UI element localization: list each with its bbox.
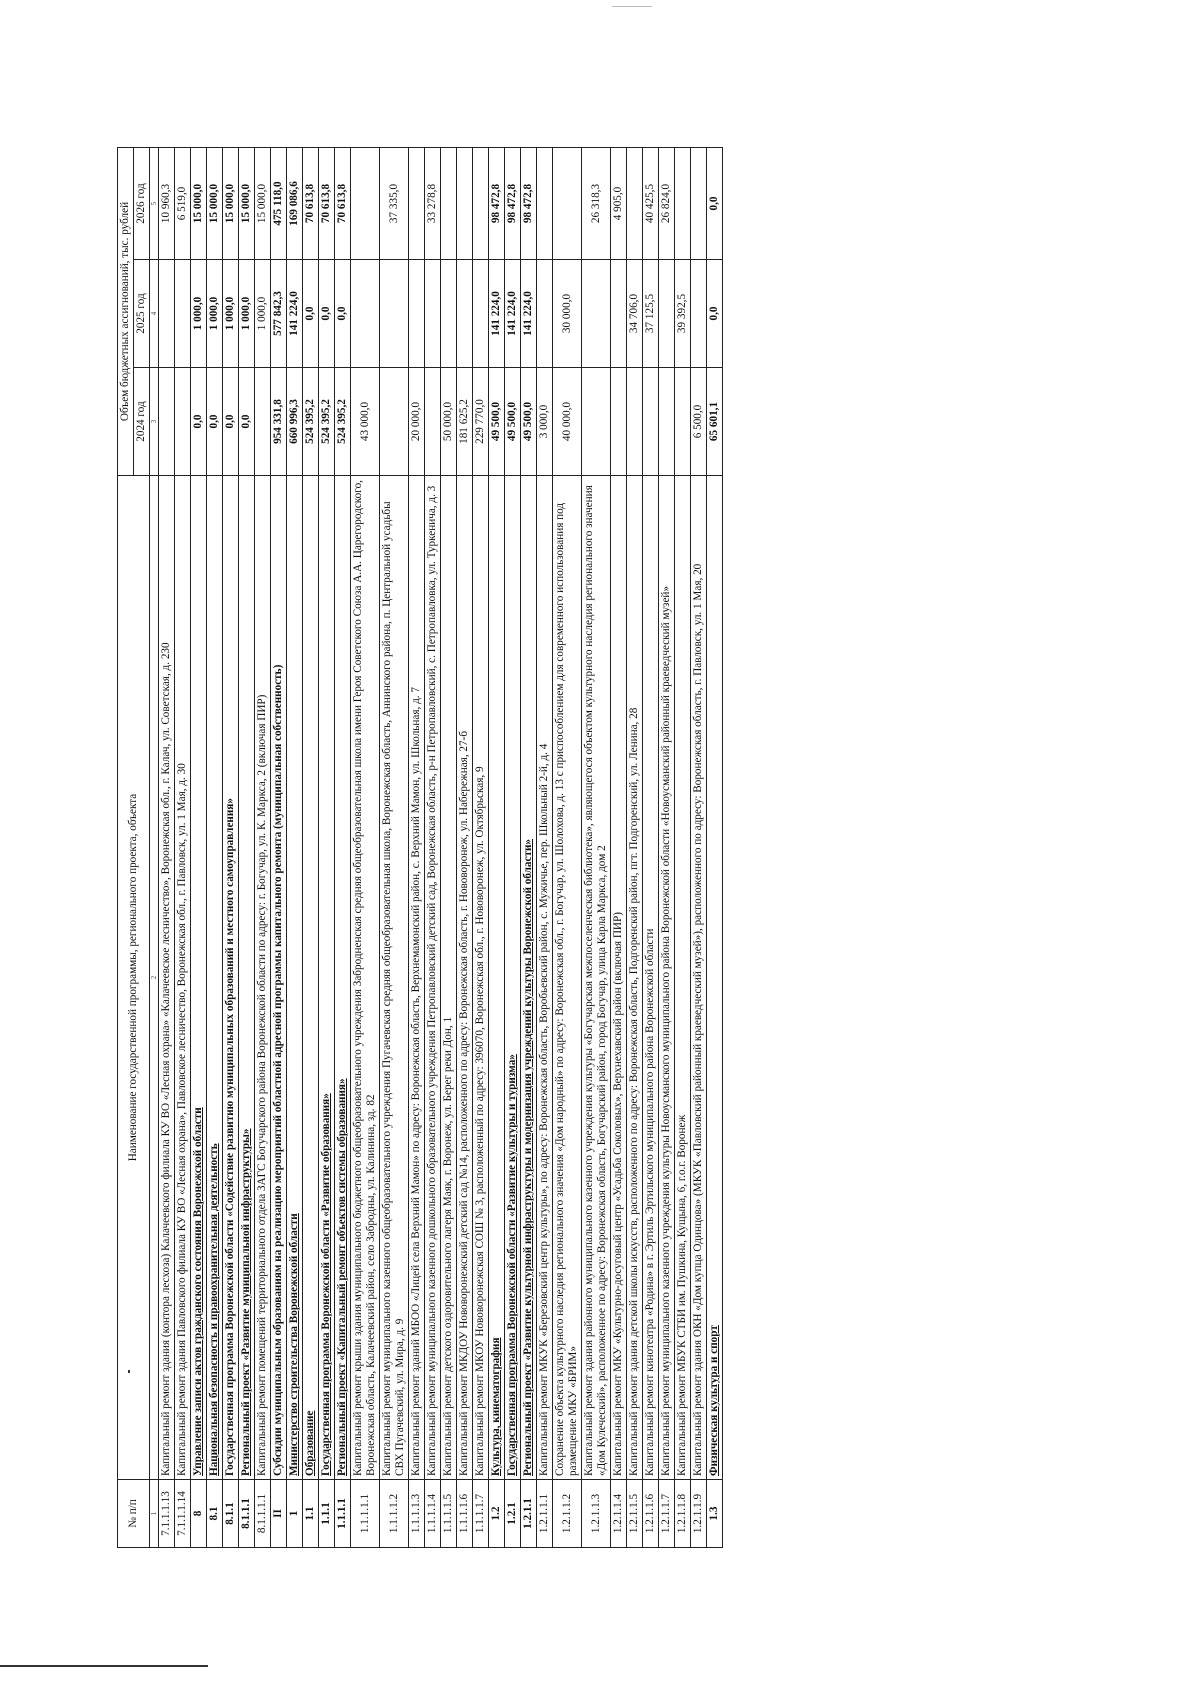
- table-row: [521, 147, 537, 1547]
- row-name: Национальная безопасность и правоохранительная деятельность: [207, 476, 223, 1480]
- row-name: Региональный проект «Развитие муниципальной инфраструктуры»: [239, 476, 255, 1480]
- row-value-2026: 169 086,6: [287, 147, 303, 259]
- row-value-2025: [457, 260, 473, 368]
- row-name: Физическая культура и спорт: [707, 476, 723, 1480]
- row-number: 1.2.1.1.7: [659, 1480, 675, 1548]
- row-value-2025: [380, 260, 409, 368]
- row-name: Государственная программа Воронежской области «Развитие образования»: [319, 476, 335, 1480]
- row-value-2025: 577 842,3: [271, 260, 287, 368]
- row-value-2024: 524 395,2: [335, 368, 351, 476]
- row-value-2026: 70 613,8: [303, 147, 319, 259]
- row-number: 1.1.1.1.5: [441, 1480, 457, 1548]
- table-row: [553, 147, 582, 1547]
- row-value-2024: 65 601,1: [707, 368, 723, 476]
- table-row: [611, 147, 627, 1547]
- table-row: [691, 147, 707, 1547]
- row-value-2024: [659, 368, 675, 476]
- row-number: 1: [287, 1480, 303, 1548]
- row-number: 1.2.1.1.9: [691, 1480, 707, 1548]
- row-value-2026: [409, 147, 425, 259]
- row-value-2025: 1 000,0: [255, 260, 271, 368]
- row-number: 1.1.1.1.3: [409, 1480, 425, 1548]
- row-name: Капитальный ремонт МКУК «Березовский центр культуры», по адресу: Воронежская область, Воробьевский район, с. Мужичье, пер. Школьный 2-й, д. 4: [537, 476, 553, 1480]
- table-row: [191, 147, 207, 1547]
- row-value-2024: [611, 368, 627, 476]
- row-number: 1.2.1.1.3: [582, 1480, 611, 1548]
- row-number: II: [271, 1480, 287, 1548]
- row-value-2026: 70 613,8: [319, 147, 335, 259]
- row-name: Субсидии муниципальным образованиям на реализацию мероприятий областной адресной программы капитального ремонта (муниципальная собственность): [271, 476, 287, 1480]
- table-row: [175, 147, 191, 1547]
- row-name: Капитальный ремонт детского оздоровительного лагеря Маяк, г. Воронеж, ул. Берег реки Дон, 1: [441, 476, 457, 1480]
- row-value-2025: [441, 260, 457, 368]
- row-value-2025: 0,0: [707, 260, 723, 368]
- row-name: Капитальный ремонт муниципального казенного учреждения культуры Новоусманского муниципального района Воронежской области «Новоусманский районный краеведческий музей»: [659, 476, 675, 1480]
- row-name: Образование: [303, 476, 319, 1480]
- row-name: Государственная программа Воронежской области «Развитие культуры и туризма»: [505, 476, 521, 1480]
- row-value-2025: [425, 260, 441, 368]
- row-number: 1.2: [489, 1480, 505, 1548]
- row-number: 8.1: [207, 1480, 223, 1548]
- row-value-2025: [351, 260, 380, 368]
- row-value-2024: 0,0: [223, 368, 239, 476]
- table-row: [223, 147, 239, 1547]
- row-value-2026: 98 472,8: [489, 147, 505, 259]
- budget-table: [117, 147, 723, 1548]
- row-name: Капитальный ремонт зданий МБОО «Лицей села Верхний Мамон» по адресу: Воронежская область, Верхнемамонский район, с. Верхний Мамон, ул. Школьная, д. 7: [409, 476, 425, 1480]
- row-number: 1.2.1.1: [521, 1480, 537, 1548]
- row-value-2026: 98 472,8: [521, 147, 537, 259]
- row-name: Культура, кинематография: [489, 476, 505, 1480]
- row-value-2025: 141 224,0: [287, 260, 303, 368]
- row-value-2026: 15 000,0: [255, 147, 271, 259]
- row-value-2024: 50 000,0: [441, 368, 457, 476]
- row-name: Капитальный ремонт здания районного муниципального казенного учреждения культуры «Богучарская межпоселенческая библиотека», являющегося объектом культурного наследия регионального значения «Дом Кулеческий», расположенное по адресу: Воронежская область, Богучарский район, город Богучар, улица Карла Маркса, дом 2: [582, 476, 611, 1480]
- row-value-2026: [457, 147, 473, 259]
- column-index-row: [150, 147, 159, 1547]
- index-1: 1: [150, 1480, 159, 1548]
- table-row: [303, 147, 319, 1547]
- index-2: 2: [150, 476, 159, 1480]
- row-name: Капитальный ремонт кинотеатра «Родина» в г. Эртиль Эртильского муниципального района Воронежской области: [643, 476, 659, 1480]
- table-row: [335, 147, 351, 1547]
- row-value-2026: 6 519,0: [175, 147, 191, 259]
- row-value-2026: 26 824,0: [659, 147, 675, 259]
- row-number: 1.3: [707, 1480, 723, 1548]
- row-value-2026: 15 000,0: [223, 147, 239, 259]
- row-value-2026: [691, 147, 707, 259]
- row-value-2024: [582, 368, 611, 476]
- row-name: Министерство строительства Воронежской области: [287, 476, 303, 1480]
- row-value-2024: 0,0: [207, 368, 223, 476]
- row-number: 1.1.1: [319, 1480, 335, 1548]
- row-value-2025: 0,0: [319, 260, 335, 368]
- row-name: Капитальный ремонт МКДОУ Нововоронежский детский сад №14, расположенного по адресу: Воронежская область, г. Нововоронеж, ул. Набережная, 27-б: [457, 476, 473, 1480]
- row-value-2024: 0,0: [191, 368, 207, 476]
- row-value-2025: 34 706,0: [627, 260, 643, 368]
- row-value-2026: [473, 147, 489, 259]
- row-value-2026: 40 425,5: [643, 147, 659, 259]
- table-row: [537, 147, 553, 1547]
- header-2025: 2025 год: [134, 260, 150, 368]
- row-value-2025: [537, 260, 553, 368]
- row-name: Региональный проект «Развитие культурной инфраструктуры и модернизация учреждений культуры Воронежской области»: [521, 476, 537, 1480]
- table-row: [643, 147, 659, 1547]
- row-name: Капитальный ремонт муниципального казенного общеобразовательного учреждения Пугачевская средняя общеобразовательная школа, Воронежская область, Аннинского района, п. Центральной усадьбы СВХ Пугачевский, ул. Мира, д. 9: [380, 476, 409, 1480]
- row-value-2025: [659, 260, 675, 368]
- header-num: № п/п: [118, 1480, 150, 1548]
- row-number: 7.1.1.1.13: [159, 1480, 175, 1548]
- row-value-2026: [537, 147, 553, 259]
- table-row: [489, 147, 505, 1547]
- row-number: 1.1.1.1.6: [457, 1480, 473, 1548]
- table-row: [207, 147, 223, 1547]
- row-name: Капитальный ремонт здания детской школы искусств, расположенного по адресу: Воронежская область, Подгоренский район, пгт. Подгоренский, ул. Ленина, 28: [627, 476, 643, 1480]
- row-value-2024: [380, 368, 409, 476]
- row-name: Капитальный ремонт здания Павловского филиала КУ ВО «Лесная охрана», Павловское лесничество, Воронежская обл., г. Павловск, ул. 1 Мая, д. 30: [175, 476, 191, 1480]
- row-value-2025: 0,0: [303, 260, 319, 368]
- row-value-2024: [255, 368, 271, 476]
- row-value-2026: 26 318,3: [582, 147, 611, 259]
- header-name: Наименование государственной программы, регионального проекта, объекта: [118, 476, 150, 1480]
- row-number: 8.1.1.1: [239, 1480, 255, 1548]
- table-row: [441, 147, 457, 1547]
- row-value-2025: 141 224,0: [505, 260, 521, 368]
- table-row: [582, 147, 611, 1547]
- row-value-2025: [691, 260, 707, 368]
- row-number: 1.1.1.1.4: [425, 1480, 441, 1548]
- scan-line-bottom: [0, 1665, 208, 1667]
- row-value-2024: 20 000,0: [409, 368, 425, 476]
- table-row: [351, 147, 380, 1547]
- row-number: 1.1.1.1.2: [380, 1480, 409, 1548]
- row-value-2026: [553, 147, 582, 259]
- row-value-2024: 49 500,0: [505, 368, 521, 476]
- table-row: [457, 147, 473, 1547]
- row-value-2024: 524 395,2: [319, 368, 335, 476]
- row-value-2024: [159, 368, 175, 476]
- row-value-2025: [409, 260, 425, 368]
- row-value-2025: 1 000,0: [207, 260, 223, 368]
- header-budget: Объем бюджетных ассигнований, тыс. рублей: [118, 147, 134, 475]
- row-value-2026: [627, 147, 643, 259]
- row-number: 8: [191, 1480, 207, 1548]
- row-value-2024: 6 500,0: [691, 368, 707, 476]
- row-value-2026: 15 000,0: [207, 147, 223, 259]
- table-row: [425, 147, 441, 1547]
- rotated-table-wrapper: [117, 148, 1187, 1548]
- row-name: Государственная программа Воронежской области «Содействие развитию муниципальных образований и местного самоуправления»: [223, 476, 239, 1480]
- row-value-2024: 181 625,2: [457, 368, 473, 476]
- table-row: [287, 147, 303, 1547]
- row-name: Капитальный ремонт муниципального казенного дошкольного образовательного учреждения Петропавловский детский сад, Воронежская область, р-н Петропавловский, с. Петропавловка, ул. Туркенича, д. 3: [425, 476, 441, 1480]
- row-value-2025: [175, 260, 191, 368]
- row-value-2024: 229 770,0: [473, 368, 489, 476]
- row-value-2024: [675, 368, 691, 476]
- row-value-2025: [473, 260, 489, 368]
- row-number: 8.1.1: [223, 1480, 239, 1548]
- row-value-2026: 70 613,8: [335, 147, 351, 259]
- row-value-2026: 15 000,0: [239, 147, 255, 259]
- row-value-2026: 475 118,0: [271, 147, 287, 259]
- table-row: [659, 147, 675, 1547]
- row-number: 1.2.1.1.2: [553, 1480, 582, 1548]
- table-row: [675, 147, 691, 1547]
- table-row: [505, 147, 521, 1547]
- row-value-2025: 141 224,0: [521, 260, 537, 368]
- row-number: 7.1.1.1.14: [175, 1480, 191, 1548]
- row-number: 1.2.1.1.6: [643, 1480, 659, 1548]
- index-4: 4: [150, 260, 159, 368]
- row-value-2024: [627, 368, 643, 476]
- row-number: 8.1.1.1.1: [255, 1480, 271, 1548]
- row-number: 1.1: [303, 1480, 319, 1548]
- row-number: 1.2.1: [505, 1480, 521, 1548]
- row-name: Капитальный ремонт здания (контора лесхоза) Калачеевского филиала КУ ВО «Лесная охрана» «Калачеевское лесничество», Воронежская обл., г. Калач, ул. Советская, д. 230: [159, 476, 175, 1480]
- row-value-2025: [582, 260, 611, 368]
- row-value-2024: 660 996,3: [287, 368, 303, 476]
- row-value-2024: [643, 368, 659, 476]
- row-name: Управление записи актов гражданского состояния Воронежской области: [191, 476, 207, 1480]
- table-row: [255, 147, 271, 1547]
- row-value-2024: 0,0: [239, 368, 255, 476]
- scan-mark-top: [612, 6, 652, 7]
- table-row: [707, 147, 723, 1547]
- row-value-2024: 3 000,0: [537, 368, 553, 476]
- table-row: [239, 147, 255, 1547]
- row-value-2026: 15 000,0: [191, 147, 207, 259]
- row-value-2025: 141 224,0: [489, 260, 505, 368]
- row-name: Капитальный ремонт помещений территориального отдела ЗАГС Богучарского района Воронежской области по адресу: г. Богучар, ул. К. Маркса, 2 (включая ПИР): [255, 476, 271, 1480]
- table-row: [271, 147, 287, 1547]
- row-number: 1.1.1.1: [335, 1480, 351, 1548]
- row-value-2026: [351, 147, 380, 259]
- row-value-2026: 98 472,8: [505, 147, 521, 259]
- table-row: [409, 147, 425, 1547]
- row-name: Сохранение объекта культурного наследия регионального значения «Дом народный» по адресу: Воронежская обл., г. Богучар, ул. Шолохова, д. 13 с приспособлением для современного использования под размещение МКУ «БРИМ»: [553, 476, 582, 1480]
- row-number: 1.1.1.1.1: [351, 1480, 380, 1548]
- row-value-2024: 49 500,0: [489, 368, 505, 476]
- row-value-2026: [675, 147, 691, 259]
- row-value-2025: 1 000,0: [223, 260, 239, 368]
- row-value-2025: 39 392,5: [675, 260, 691, 368]
- header-row: [118, 147, 134, 1547]
- table-body: [159, 147, 723, 1547]
- scan-dot: [128, 1370, 130, 1373]
- row-number: 1.1.1.1.7: [473, 1480, 489, 1548]
- row-value-2024: 43 000,0: [351, 368, 380, 476]
- row-value-2025: 30 000,0: [553, 260, 582, 368]
- row-name: Капитальный ремонт МБУК СТБИ им. Пушкина, Кущына, 6, г.о.г. Воронеж: [675, 476, 691, 1480]
- row-value-2024: [425, 368, 441, 476]
- row-value-2024: [175, 368, 191, 476]
- row-number: 1.2.1.1.4: [611, 1480, 627, 1548]
- row-value-2024: 524 395,2: [303, 368, 319, 476]
- row-name: Капитальный ремонт МКУ «Культурно-досуговый центр «Усадьба Соколовых», Верхнехавский район (включая ПИР): [611, 476, 627, 1480]
- row-name: Региональный проект «Капитальный ремонт объектов системы образования»: [335, 476, 351, 1480]
- row-number: 1.2.1.1.1: [537, 1480, 553, 1548]
- row-number: 1.2.1.1.5: [627, 1480, 643, 1548]
- header-2024: 2024 год: [134, 368, 150, 476]
- table-row: [319, 147, 335, 1547]
- row-value-2025: 0,0: [335, 260, 351, 368]
- row-value-2025: 1 000,0: [191, 260, 207, 368]
- row-value-2026: 4 905,0: [611, 147, 627, 259]
- row-value-2025: [159, 260, 175, 368]
- row-value-2024: 40 000,0: [553, 368, 582, 476]
- row-name: Капитальный ремонт МКОУ Нововоронежская СОШ № 3, расположенный по адресу: 396070, Воронежская обл., г. Нововоронеж, ул. Октябрьская, 9: [473, 476, 489, 1480]
- header-2026: 2026 год: [134, 147, 150, 259]
- row-value-2026: 0,0: [707, 147, 723, 259]
- row-value-2026: 37 335,0: [380, 147, 409, 259]
- row-value-2026: 33 278,8: [425, 147, 441, 259]
- row-value-2024: 49 500,0: [521, 368, 537, 476]
- row-value-2026: [441, 147, 457, 259]
- table-row: [473, 147, 489, 1547]
- table-row: [159, 147, 175, 1547]
- row-number: 1.2.1.1.8: [675, 1480, 691, 1548]
- row-value-2025: [611, 260, 627, 368]
- table-row: [380, 147, 409, 1547]
- row-value-2025: 1 000,0: [239, 260, 255, 368]
- table-row: [627, 147, 643, 1547]
- index-5: 5: [150, 147, 159, 259]
- row-value-2026: 10 960,3: [159, 147, 175, 259]
- row-value-2025: 37 125,5: [643, 260, 659, 368]
- index-3: 3: [150, 368, 159, 476]
- row-name: Капитальный ремонт крыши здания муниципального бюджетного общеобразовательного учреждения Забродненская средняя общеобразовательная школа имени Героя Советского Союза А.А. Царегородского, Воронежская область, Калачеевский район, село Забродны, ул. Калинина, зд. 82: [351, 476, 380, 1480]
- row-value-2024: 954 331,8: [271, 368, 287, 476]
- row-name: Капитальный ремонт здания ОКН «Дом купца Одинцова» (МКУК «Павловский районный краеведческий музей»), расположенного по адресу: Воронежская область, г. Павловск, ул. 1 Мая, 20: [691, 476, 707, 1480]
